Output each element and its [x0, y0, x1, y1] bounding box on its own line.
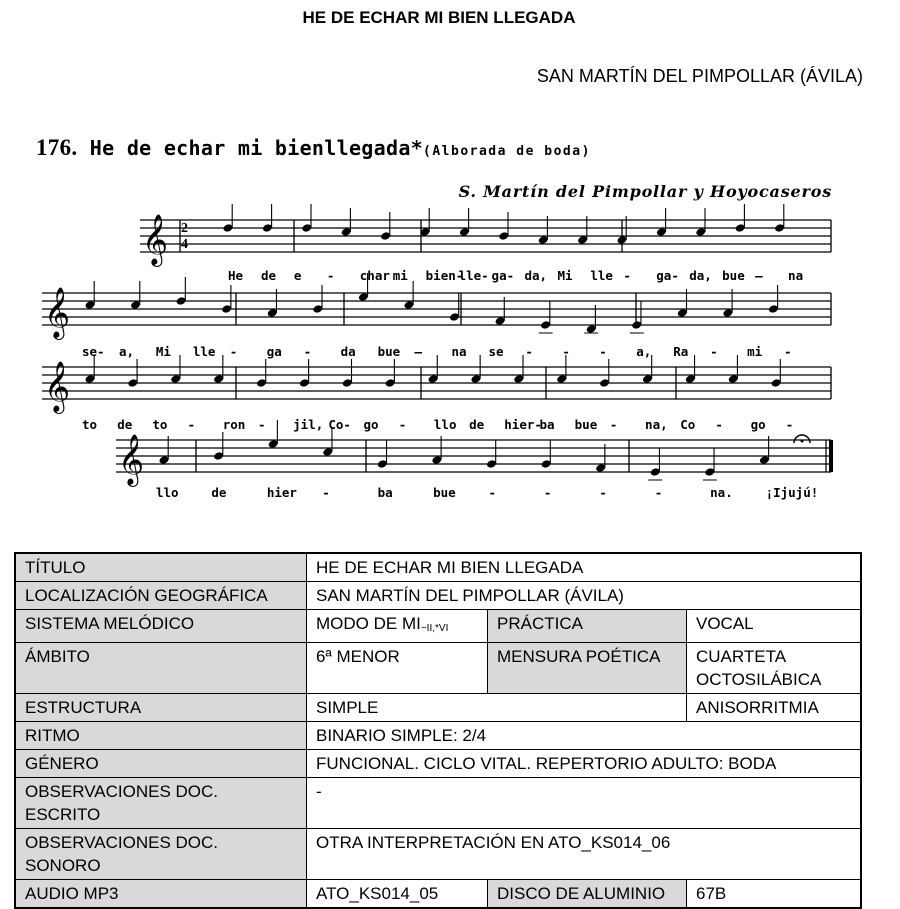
label-disco: DISCO DE ALUMINIO [488, 880, 687, 909]
lyric-syllable: se [488, 344, 504, 359]
lyric-syllable: de [117, 417, 133, 432]
row-ambito [15, 643, 861, 694]
value-ambito: 6ª MENOR [307, 643, 488, 694]
lyric-syllable: - [785, 417, 794, 432]
lyric-syllable: e [293, 268, 302, 283]
lyric-syllable: da, [524, 268, 548, 283]
row-titulo [15, 553, 861, 582]
lyric-syllable: lle [192, 344, 216, 359]
lyric-syllable: - [562, 344, 570, 359]
lyric-syllable: – [755, 268, 763, 283]
lyric-syllable: - [543, 485, 552, 500]
lyric-syllable: ga [266, 344, 282, 359]
value-estructura: SIMPLE [307, 694, 687, 722]
treble-clef-icon: 𝄞 [44, 361, 71, 412]
value-localizacion: SAN MARTÍN DEL PIMPOLLAR (ÁVILA) [307, 582, 862, 610]
lyric-syllable: mi [747, 344, 763, 359]
lyric-syllable: bue [722, 268, 745, 283]
lyric-syllable: de [469, 417, 485, 432]
label-estructura: ESTRUCTURA [15, 694, 307, 722]
lyric-syllable: - [398, 417, 407, 432]
fermata-dot [801, 440, 804, 443]
time-signature-top: 2 [181, 221, 188, 236]
lyric-syllable: ba [377, 485, 393, 500]
lyric-syllable: - [257, 417, 266, 432]
lyric-syllable: Co [680, 417, 696, 432]
value-audio: ATO_KS014_05 [307, 880, 488, 909]
row-genero [15, 750, 861, 778]
label-titulo: TÍTULO [15, 553, 307, 582]
lyric-syllable: bien- [425, 268, 464, 283]
document-location: SAN MARTÍN DEL PIMPOLLAR (ÁVILA) [536, 66, 863, 86]
value-estructura-2: ANISORRITMIA [687, 694, 862, 722]
treble-clef-icon: 𝄞 [142, 214, 169, 265]
row-obs-escrito [15, 778, 861, 829]
lyric-syllable: a, [118, 344, 135, 359]
lyric-syllable: se- [82, 344, 105, 359]
lyric-syllable: to [152, 417, 168, 432]
score-staves [36, 130, 836, 510]
lyric-syllable: - [599, 485, 607, 500]
lyric-syllable: - [623, 268, 631, 283]
value-mensura: CUARTETA OCTOSILÁBICA [687, 643, 862, 694]
score-number: 176. [36, 135, 78, 160]
lyric-syllable: - [599, 344, 607, 359]
lyric-syllable: bue [377, 344, 401, 359]
lyric-syllable: da [340, 344, 356, 359]
label-audio: AUDIO MP3 [15, 880, 307, 909]
lyric-syllable: go [750, 417, 766, 432]
value-ritmo: BINARIO SIMPLE: 2/4 [307, 722, 862, 750]
value-obs-sonoro: OTRA INTERPRETACIÓN EN ATO_KS014_06 [307, 829, 862, 880]
lyric-syllable: to [82, 417, 98, 432]
lyric-syllable: - [525, 344, 533, 359]
row-ritmo [15, 722, 861, 750]
lyric-syllable: de [211, 485, 227, 500]
score-title: He de echar mi bienllegada* [89, 136, 424, 160]
lyric-syllable: - [187, 417, 196, 432]
label-localizacion: LOCALIZACIÓN GEOGRÁFICA [15, 582, 307, 610]
value-sistema [307, 610, 488, 643]
value-practica: VOCAL [687, 610, 862, 643]
lyric-syllable: - [715, 417, 723, 432]
lyric-syllable: na [451, 344, 467, 359]
label-sistema: SISTEMA MELÓDICO [15, 610, 307, 643]
lyric-syllable: bue [574, 417, 598, 432]
lyric-syllable: - [784, 344, 792, 359]
lyric-syllable: char [359, 268, 390, 283]
row-localizacion [15, 582, 861, 610]
label-obs-sonoro: OBSERVACIONES DOC. SONORO [15, 829, 307, 880]
row-obs-sonoro [15, 829, 861, 880]
lyric-syllable: Mi [557, 268, 573, 283]
lyric-syllable: mi [392, 268, 408, 283]
lyric-syllable: ron [222, 417, 246, 432]
label-ambito: ÁMBITO [15, 643, 307, 694]
lyric-syllable: He [228, 268, 244, 283]
lyric-syllable: – [414, 344, 423, 359]
lyric-syllable: de [260, 268, 277, 283]
treble-clef-icon: 𝄞 [44, 287, 71, 338]
label-practica: PRÁCTICA [488, 610, 687, 643]
lyric-syllable: lle- [458, 268, 489, 283]
lyric-syllable: - [609, 417, 618, 432]
lyric-syllable: - [326, 268, 335, 283]
lyric-syllable: Mi [155, 344, 171, 359]
lyric-syllable: Ra [673, 344, 689, 359]
lyric-syllable: na. [710, 485, 733, 500]
row-audio [15, 880, 861, 909]
label-genero: GÉNERO [15, 750, 307, 778]
lyric-syllable: da, [689, 268, 712, 283]
lyric-syllable: - [303, 344, 312, 359]
lyric-syllable: Co- [328, 417, 351, 432]
score-place: S. Martín del Pimpollar y Hoyocaseros [458, 182, 832, 201]
label-obs-escrito: OBSERVACIONES DOC. ESCRITO [15, 778, 307, 829]
value-obs-escrito: - [307, 778, 862, 829]
value-titulo: HE DE ECHAR MI BIEN LLEGADA [307, 553, 862, 582]
label-mensura: MENSURA POÉTICA [488, 643, 687, 694]
lyric-syllable: - [654, 485, 663, 500]
lyric-syllable: a, [636, 344, 652, 359]
lyric-syllable: ba [539, 417, 555, 432]
value-sistema-text: MODO DE MI [316, 614, 421, 633]
lyric-syllable: llo [433, 417, 457, 432]
lyric-syllable: lle [590, 268, 613, 283]
lyric-syllable: - [488, 485, 497, 500]
lyric-syllable: na [788, 268, 804, 283]
lyric-syllable: ga- [656, 268, 679, 283]
lyric-syllable: - [322, 485, 330, 500]
value-sistema-sub: ~II,*VI [420, 623, 449, 634]
label-ritmo: RITMO [15, 722, 307, 750]
value-genero: FUNCIONAL. CICLO VITAL. REPERTORIO ADULTO: BODA [307, 750, 862, 778]
lyric-syllable: - [229, 344, 238, 359]
time-signature-bottom: 4 [181, 237, 188, 252]
music-score [36, 130, 836, 510]
lyric-syllable: ¡Ijujú! [765, 485, 819, 500]
lyric-syllable: llo [156, 485, 179, 500]
lyric-syllable: - [710, 344, 718, 359]
lyric-syllable: jil, [293, 417, 324, 432]
metadata-table [14, 552, 862, 909]
lyric-syllable: na, [645, 417, 668, 432]
score-subtitle: (Alborada de boda) [423, 144, 591, 159]
row-estructura [15, 694, 861, 722]
value-disco: 67B [687, 880, 862, 909]
lyric-syllable: bue [433, 485, 456, 500]
lyric-syllable: ga- [491, 268, 515, 283]
lyric-syllable: hier [266, 485, 297, 500]
treble-clef-icon: 𝄞 [118, 434, 145, 485]
lyric-syllable: hier- [504, 417, 542, 432]
row-sistema [15, 610, 861, 643]
lyric-syllable: go [363, 417, 379, 432]
document-title: HE DE ECHAR MI BIEN LLEGADA [302, 8, 576, 27]
